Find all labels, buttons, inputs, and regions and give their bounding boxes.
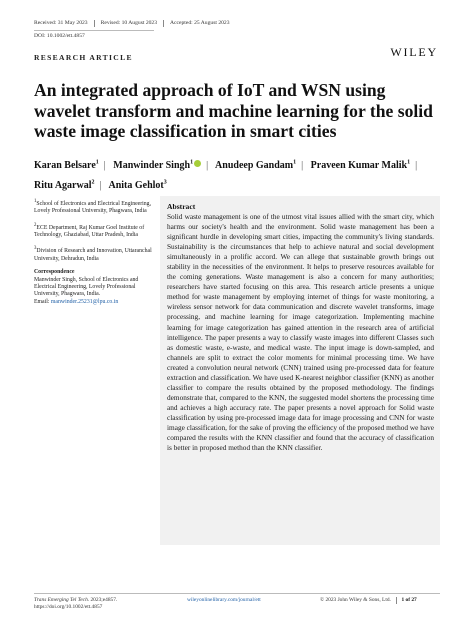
correspondence-text: Manwinder Singh, School of Electronics and Electrical Engineering, Lovely Professional University, Phagwara, India. [34, 276, 139, 298]
journal-url-link[interactable]: wileyonlinelibrary.com/journal/ett [187, 597, 261, 603]
journal-name: Trans Emerging Tel Tech. [34, 597, 90, 603]
affiliation: $^3$Division of Research and Innovation, Uttaranchal University, Dehradun, India [34, 246, 152, 262]
copyright: © 2023 John Wiley & Sons, Ltd. [320, 597, 391, 603]
footer-separator [396, 597, 397, 604]
author-list: Karan Belsare$^1$ | Manwinder Singh$^1$ | Anudeep Gandam$^1$ | Praveen Kumar Malik$^1$ | Ritu Agarwal$^2$ | Anita Gehlot$^3$ [34, 160, 418, 191]
orcid-icon[interactable] [194, 160, 201, 167]
author[interactable]: Manwinder Singh$^1$ [113, 160, 201, 171]
received-date: Received: 31 May 2023 [34, 20, 88, 26]
abstract-text: Solid waste management is one of the utmost vital issues allied with the smart city, which harms our society's health and the environment. Solid waste management has been a significant hurdle in developing smart cities, impacting the community's living standards. Sustainability is the circumstances that help to achieve natural and social development simultaneously in a prolific accord. We can allege that sustainable growth brings out stability in the necessities of the environment. It helps to preserve resources available for the coming generations. Waste management is also a concern for many authorities; researchers have started focusing on this area. This research article presents a unique method for waste management by employing internet of things for waste monitoring, a wireless sensor network for data communication and discrete wavelet transforms, image processing, and machine learning for image categorization. Implementing machine learning for image categorization has gained attention in the research area of artificial intelligence. The paper presents a way to classify waste images into different Classes such as domestic waste, e-waste, and medical waste. The input image is down-sampled, and channels are split to extract the color moments for minimal processing time. We have created a convolution neural network (CNN) trained using pre-processed data for feature extraction and classification. We have used K-nearest neighbor classifier (KNN) as another classifier to compare the results obtained by the proposed methodology. The findings demonstrate that, compared to the KNN, the suggested model shortens the processing time and achieves a high accuracy rate. The paper presents a novel approach for Solid waste classification by using pre-processed image data for image processing and CNN for waste image classification, for the sake of proving the efficiency of the proposed method we have compared the results with the KNN classifier and found that the accuracy of classification is better in proposed method than the KNN classifier. [167, 212, 434, 453]
article-dates [34, 20, 230, 27]
correspondence-email: Email: manwinder.25231@lpu.co.in [34, 298, 119, 305]
abstract-box [160, 196, 440, 545]
footer-doi-link[interactable]: https://doi.org/10.1002/ett.4857 [34, 604, 103, 610]
author[interactable]: Karan Belsare$^1$ [34, 160, 99, 172]
publisher-logo: WILEY [390, 45, 438, 59]
doi[interactable]: DOI: 10.1002/ett.4857 [34, 33, 85, 39]
affiliations [34, 198, 152, 306]
revised-date: Revised: 10 August 2023 [100, 20, 158, 26]
affiliation: $^1$School of Electronics and Electrical Engineering, Lovely Professional University, Phagwara, India [34, 199, 152, 215]
author[interactable]: Anudeep Gandam$^1$ [215, 160, 297, 172]
correspondence-heading: Correspondence [34, 269, 75, 276]
page-number: 1 of 27 [401, 597, 417, 603]
footer-citation: Trans Emerging Tel Tech. 2023;e4857. https://doi.org/10.1002/ett.4857 [34, 597, 118, 610]
article-type: RESEARCH ARTICLE [34, 53, 133, 62]
author[interactable]: Ritu Agarwal$^2$ [34, 179, 95, 191]
date-separator [163, 20, 164, 27]
accepted-date: Accepted: 25 August 2023 [170, 20, 230, 26]
author[interactable]: Anita Gehlot$^3$ [108, 179, 167, 191]
author[interactable]: Praveen Kumar Malik$^1$ [310, 160, 411, 172]
email-link[interactable]: manwinder.25231@lpu.co.in [50, 298, 119, 305]
header-rule [34, 30, 154, 31]
paper-title: An integrated approach of IoT and WSN using wavelet transform and machine learning for the solid waste image classification in smart cities [34, 80, 433, 141]
date-separator [94, 20, 95, 27]
abstract-heading: Abstract [167, 202, 196, 211]
affiliation: $^2$ECE Department, Raj Kumar Goel Institute of Technology, Ghaziabad, Uttar Pradesh, India [34, 222, 145, 239]
footer-meta [320, 597, 417, 604]
footer-rule [34, 593, 440, 594]
